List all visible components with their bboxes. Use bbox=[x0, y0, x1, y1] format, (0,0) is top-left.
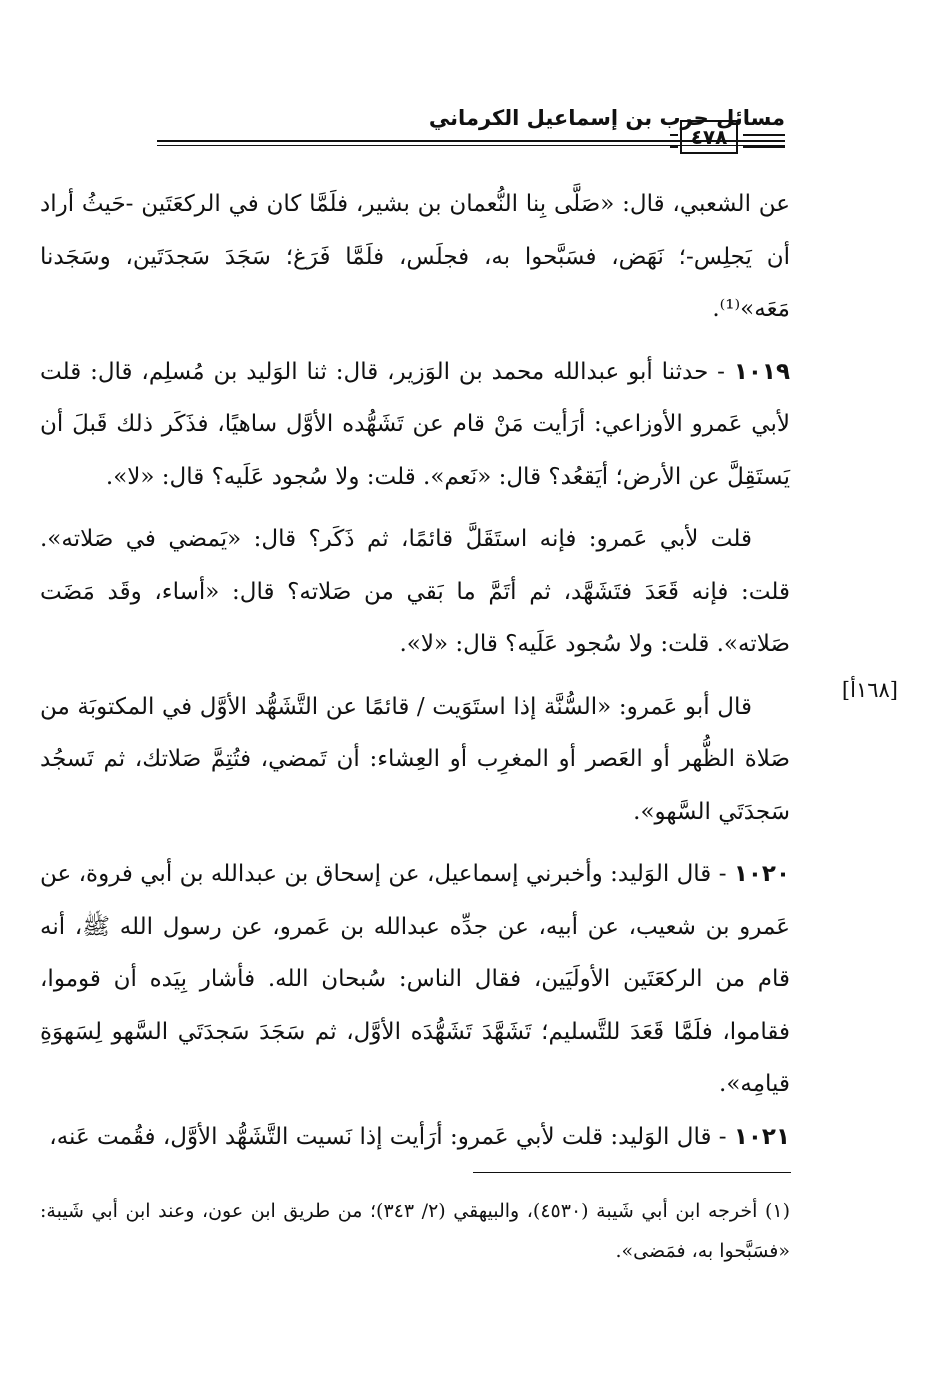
paragraph-1019 bbox=[40, 346, 790, 504]
paragraph-1021 bbox=[40, 1111, 790, 1164]
footnote: (١) أخرجه ابن أبي شَيبة (٤٥٣٠)، والبيهقي (٢/ ٣٤٣)؛ من طريق ابن عون، وعند ابن أبي شَيبة: «فسَبَّحوا به، فمَضى». bbox=[40, 1200, 791, 1262]
hadith-number-1021: ١٠٢١ bbox=[733, 1123, 790, 1150]
footnote-separator bbox=[473, 1172, 791, 1173]
paragraph-4-text: قال أبو عَمرو: «السُّنَّة إذا استَوَيت / قائمًا عن التَّشَهُّد الأوَّل في المكتوبَة من صَلاة الظُّهر أو العَصر أو المغرِب أو العِشاء: أن تَمضي، فتُتِمَّ صَلاتك، ثم تَسجُد سَجدَتَي السَّهو». bbox=[40, 693, 790, 825]
paragraph-1019-text: - حدثنا أبو عبدالله محمد بن الوَزير، قال: ثنا الوَليد بن مُسلِم، قال: قلت لأبي عَمرو الأوزاعي: أرَأيت مَنْ قام عن تَشَهُّده الأوَّل ساهيًا، فذَكَر ذلك قَبلَ أن يَستَقِلَّ عن الأرض؛ أيَقعُد؟ قال: «نَعم». قلت: ولا سُجود عَلَيه؟ قال: «لا». bbox=[40, 358, 790, 490]
paragraph-3 bbox=[40, 513, 790, 671]
page-number: ٤٧٨ bbox=[680, 120, 738, 154]
paragraph-1020-text: - قال الوَليد: وأخبرني إسماعيل، عن إسحاق بن عبدالله بن أبي فروة، عن عَمرو بن شعيب، عن أبيه، عن جدِّه عبدالله بن عَمرو، عن رسول الله ﷺ، أنه قام من الركعَتَين الأولَيَين، فقال الناس: سُبحان الله. فأشار بِيَده أن قوموا، فقاموا، فلَمَّا قَعَدَ للتَّسليم؛ تَشَهَّدَ تَشَهُّدَه الأوَّل، ثم سَجَدَ سَجدَتَي السَّهو لِسَهوَةِ قيامِه». bbox=[40, 861, 790, 1097]
manuscript-folio-note: [١٦٨أ] bbox=[841, 678, 898, 702]
paragraph-1020 bbox=[40, 848, 790, 1111]
page-number-bar-right bbox=[743, 134, 785, 148]
paragraph-4 bbox=[40, 681, 790, 839]
main-text bbox=[40, 178, 790, 1163]
paragraph-1 bbox=[40, 178, 790, 336]
paragraph-1021-text: - قال الوَليد: قلت لأبي عَمرو: أرَأيت إذا نَسيت التَّشَهُّد الأوَّل، فقُمت عَنه، bbox=[49, 1123, 734, 1150]
paragraph-1-text: عن الشعبي، قال: «صَلَّى بِنا النُّعمان بن بشير، فلَمَّا كان في الركعَتَين -حَيثُ أراد أن يَجلِس-؛ نَهَض، فسَبَّحوا به، فجلَس، فلَمَّا فَرَغ؛ سَجَدَ سَجدَتَين، وسَجَدنا مَعَه»⁽¹⁾. bbox=[40, 191, 790, 322]
hadith-number-1019: ١٠١٩ bbox=[733, 358, 790, 385]
book-title: مسائل حرب بن إسماعيل الكرماني bbox=[428, 106, 785, 130]
page-number-bar-left bbox=[670, 134, 678, 148]
paragraph-3-text: قلت لأبي عَمرو: فإنه استَقَلَّ قائمًا، ثم ذَكَر؟ قال: «يَمضي في صَلاته». قلت: فإنه قَعَدَ فتَشَهَّد، ثم أتَمَّ ما بَقي من صَلاته؟ قال: «أساء، وقَد مَضَت صَلاته». قلت: ولا سُجود عَلَيه؟ قال: «لا». bbox=[40, 526, 790, 657]
hadith-number-1020: ١٠٢٠ bbox=[733, 861, 790, 887]
page-number-ornament bbox=[670, 120, 785, 160]
